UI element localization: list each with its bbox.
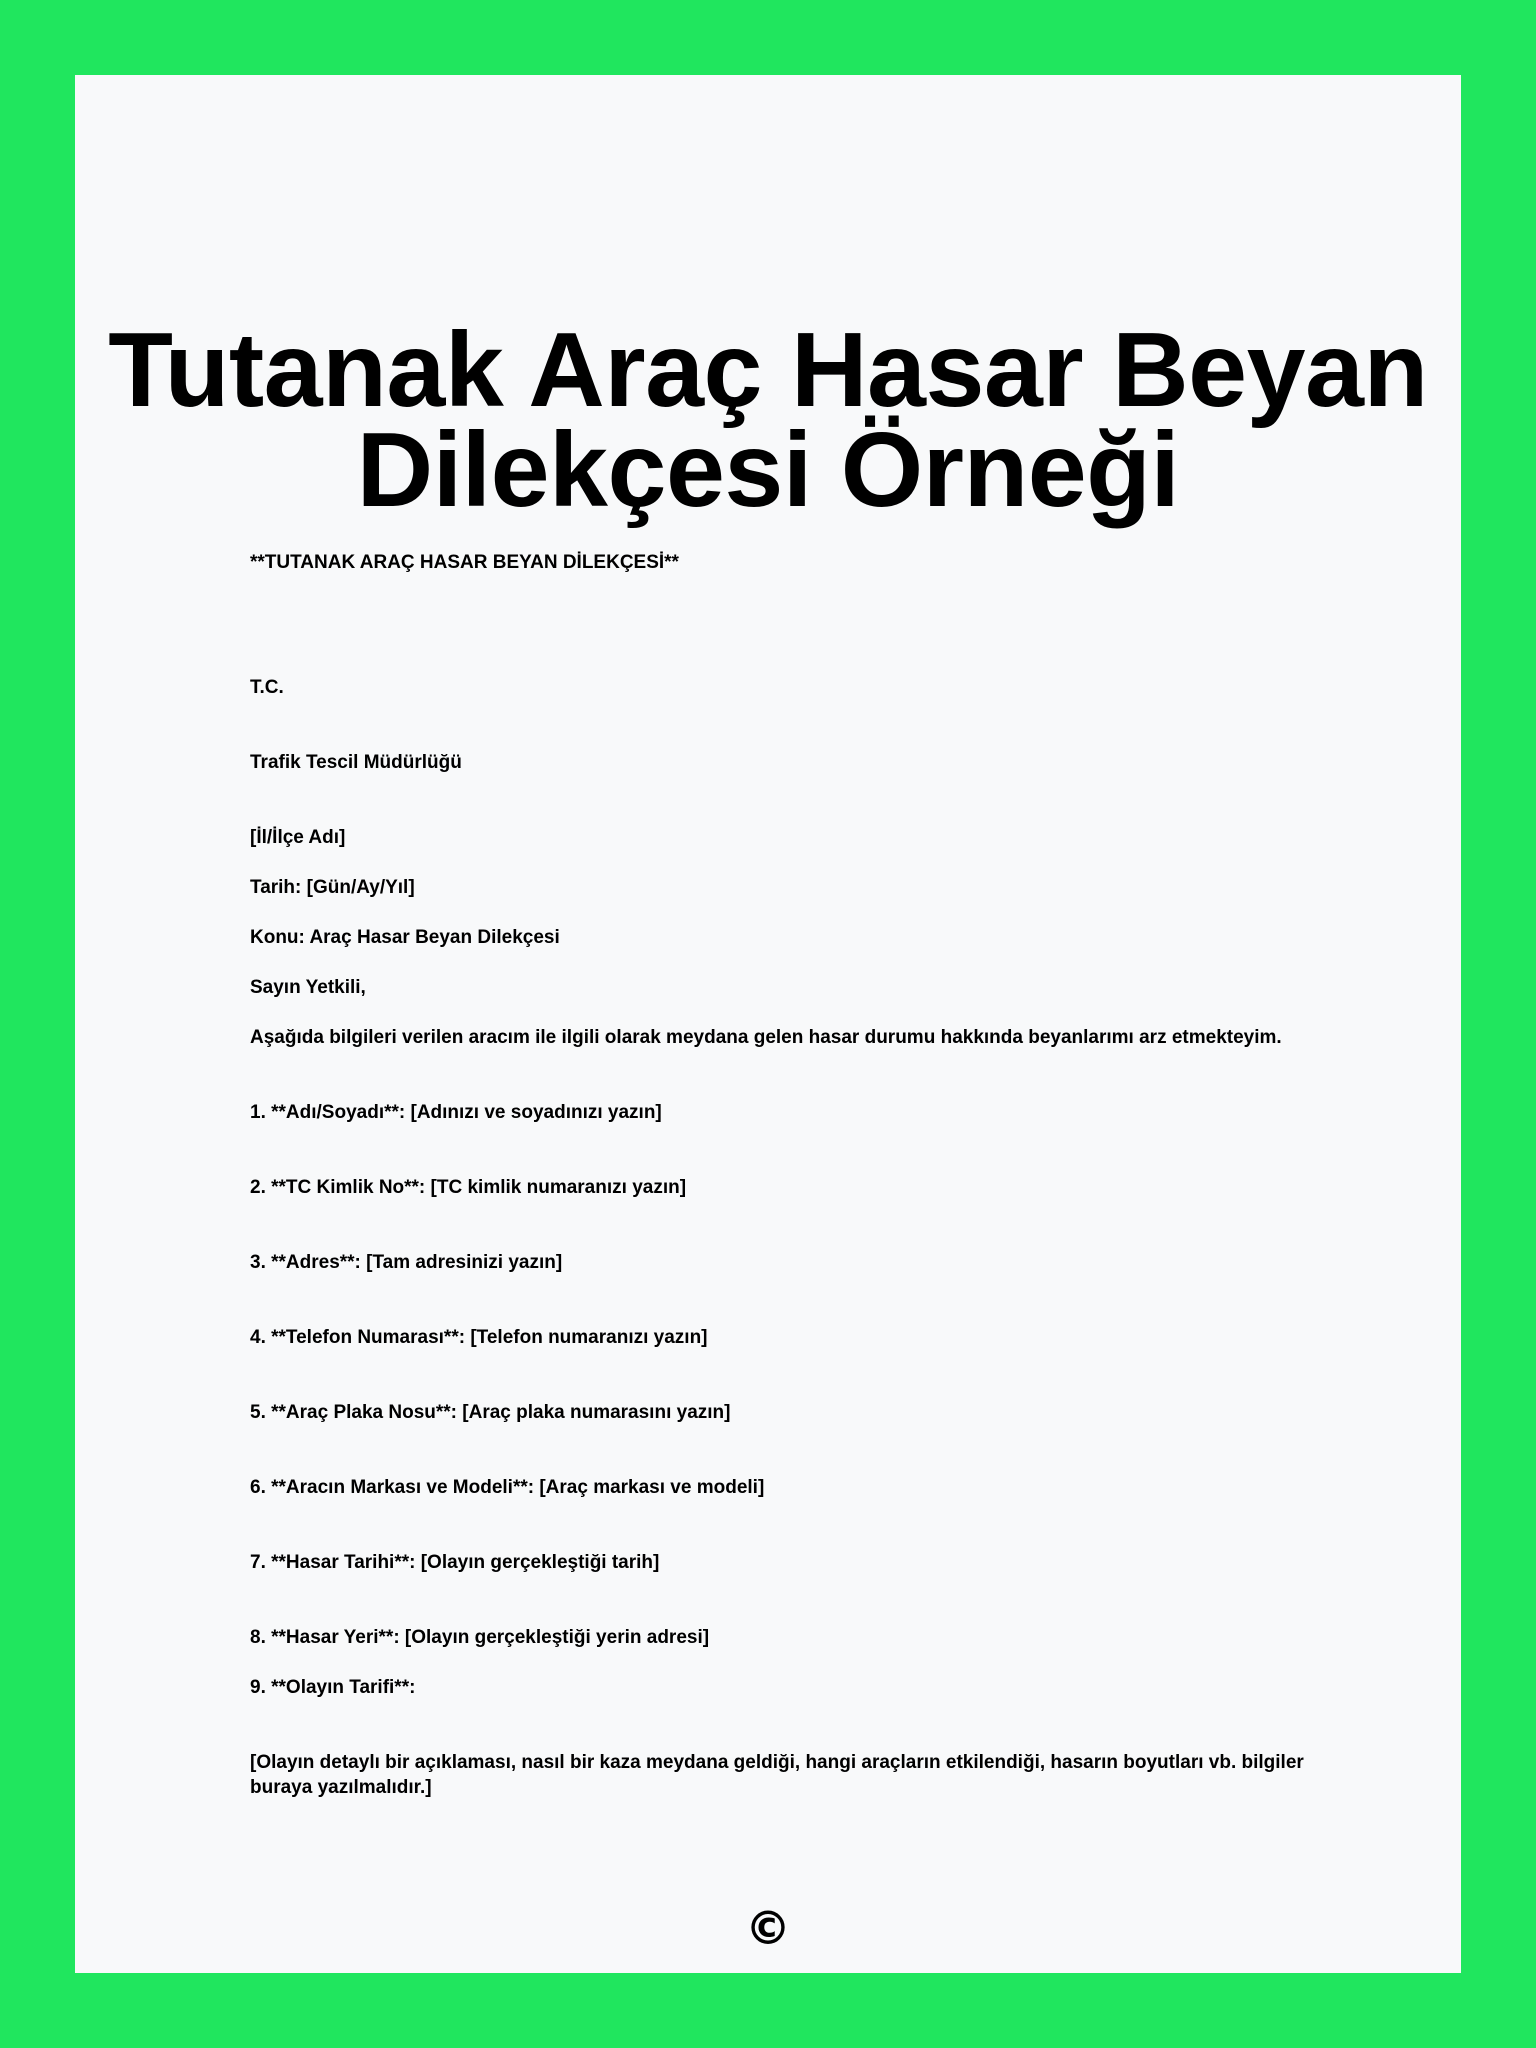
list-item-name: 1. **Adı/Soyadı**: [Adınızı ve soyadınızı yazın] xyxy=(250,1102,662,1123)
page-title: Tutanak Araç Hasar Beyan Dilekçesi Örneği xyxy=(108,311,1428,529)
tc-line: T.C. xyxy=(250,677,284,698)
subject-line: Konu: Araç Hasar Beyan Dilekçesi xyxy=(250,927,560,948)
list-item-tc-id: 2. **TC Kimlik No**: [TC kimlik numaranızı yazın] xyxy=(250,1177,687,1198)
description-placeholder: [Olayın detaylı bir açıklaması, nasıl bir kaza meydana geldiği, hangi araçların etkilendiği, hasarın boyutları vb. bilgiler buraya yazılmalıdır.] xyxy=(250,1752,1304,1798)
location-line: [İl/İlçe Adı] xyxy=(250,827,346,848)
document-heading: **TUTANAK ARAÇ HASAR BEYAN DİLEKÇESİ** xyxy=(250,552,679,573)
list-item-damage-date: 7. **Hasar Tarihi**: [Olayın gerçekleştiği tarih] xyxy=(250,1552,660,1573)
list-item-damage-place: 8. **Hasar Yeri**: [Olayın gerçekleştiği yerin adresi] xyxy=(250,1627,710,1648)
list-item-vehicle-model: 6. **Aracın Markası ve Modeli**: [Araç markası ve modeli] xyxy=(250,1477,765,1498)
list-item-address: 3. **Adres**: [Tam adresinizi yazın] xyxy=(250,1252,563,1273)
list-item-plate: 5. **Araç Plaka Nosu**: [Araç plaka numarasını yazın] xyxy=(250,1402,731,1423)
date-line: Tarih: [Gün/Ay/Yıl] xyxy=(250,877,415,898)
office-line: Trafik Tescil Müdürlüğü xyxy=(250,752,462,773)
salutation-line: Sayın Yetkili, xyxy=(250,977,366,998)
copyright-icon: © xyxy=(745,1901,791,1955)
list-item-phone: 4. **Telefon Numarası**: [Telefon numaranızı yazın] xyxy=(250,1327,708,1348)
list-item-incident-description: 9. **Olayın Tarifi**: xyxy=(250,1677,416,1698)
document-page xyxy=(75,75,1461,1973)
intro-paragraph: Aşağıda bilgileri verilen aracım ile ilgili olarak meydana gelen hasar durumu hakkında beyanlarımı arz etmekteyim. xyxy=(250,1027,1282,1048)
